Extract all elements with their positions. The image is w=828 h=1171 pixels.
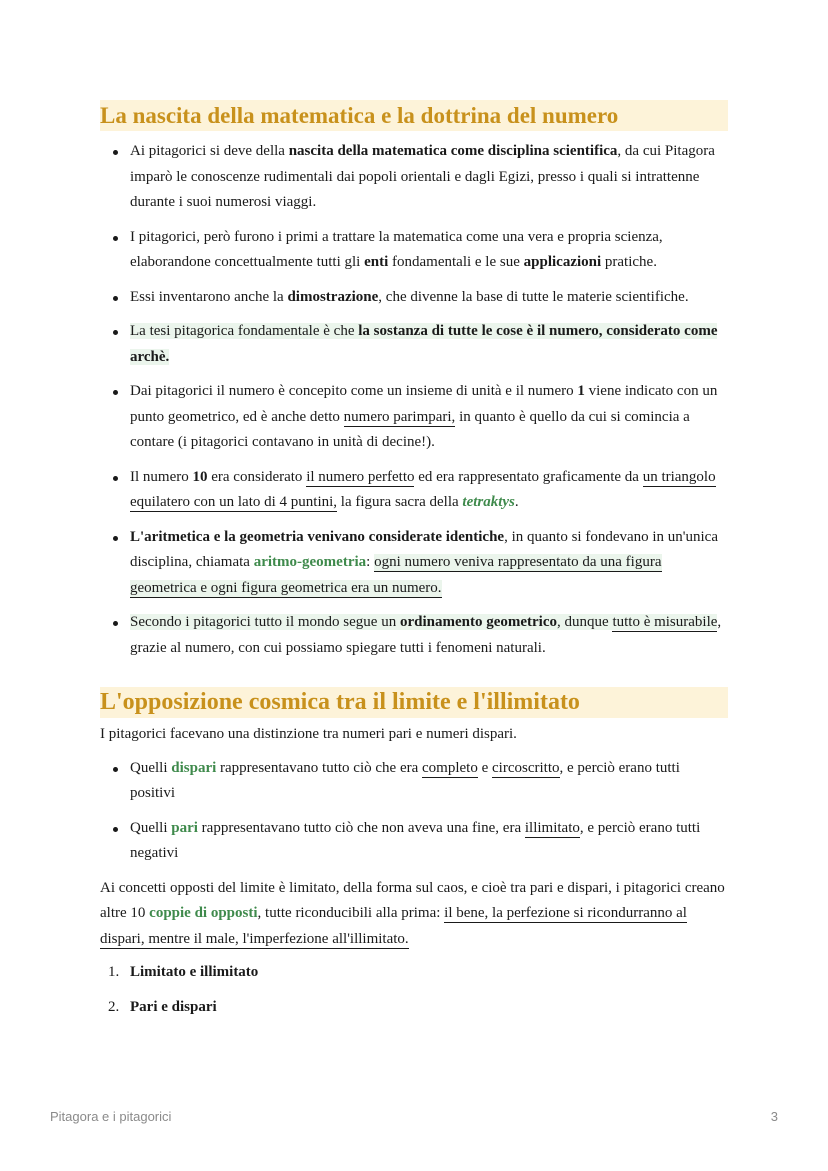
list-item xyxy=(130,139,728,216)
text: e xyxy=(477,759,493,776)
green-bold-text: pari xyxy=(171,819,198,836)
text: , in quanto si fondevano in un'unica disciplina, chiamata xyxy=(130,528,718,570)
underlined-text: numero parimpari, xyxy=(343,408,456,425)
list-item xyxy=(130,816,728,867)
green-bold-text: coppie di opposti xyxy=(149,905,258,921)
bold-text: nascita della matematica come disciplina scientifica xyxy=(288,143,618,159)
text: , grazie al numero, con cui possiamo spiegare tutti i fenomeni naturali. xyxy=(130,614,722,656)
text: Essi inventarono anche la xyxy=(130,288,288,305)
text: , e perciò erano tutti positivi xyxy=(130,759,680,801)
highlighted-text: , dunque xyxy=(557,614,613,630)
list-item xyxy=(130,525,728,602)
footer-title: Pitagora e i pitagorici xyxy=(50,1109,172,1124)
document-page xyxy=(100,100,728,1030)
bold-text: ordinamento geometrico xyxy=(399,614,558,630)
text: pratiche. xyxy=(601,254,657,270)
underlined-highlighted-text: ogni numero veniva rappresentato da una figura geometrica e ogni figura geometrica era un numero. xyxy=(130,554,662,596)
text: Quelli xyxy=(130,759,172,776)
text: Il numero xyxy=(130,468,193,485)
highlighted-text: Secondo i pitagorici tutto il mondo segue un xyxy=(130,614,400,630)
page-footer xyxy=(50,1109,778,1124)
bold-text: la sostanza di tutte le cose è il numero, considerato come archè. xyxy=(130,323,718,365)
underlined-text: il bene, la perfezione si ricondurranno al dispari, mentre il male, l'imperfezione all'illimitato. xyxy=(100,905,687,947)
text: ed era rappresentato graficamente da xyxy=(414,468,643,485)
list-item xyxy=(130,379,728,456)
paragraph xyxy=(100,876,728,953)
list-item xyxy=(130,319,728,370)
text: in quanto è quello da cui si comincia a contare (i pitagorici contavano in unità di decine!). xyxy=(130,408,690,450)
bold-text: applicazioni xyxy=(523,254,602,270)
bullet-list xyxy=(100,139,728,661)
list-item xyxy=(130,225,728,276)
underlined-text: il numero perfetto xyxy=(306,468,415,485)
paragraph: I pitagorici facevano una distinzione tra numeri pari e numeri dispari. xyxy=(100,726,517,742)
text: rappresentavano tutto ciò che era xyxy=(216,759,423,776)
underlined-text: completo xyxy=(422,759,478,776)
item-label: Pari e dispari xyxy=(130,999,217,1015)
item-label: Limitato e illimitato xyxy=(130,964,259,980)
page-number: 3 xyxy=(770,1109,778,1124)
text: , che divenne la base di tutte le materie scientifiche. xyxy=(378,288,689,305)
text: era considerato xyxy=(207,468,307,485)
text: Ai concetti opposti del limite è limitato, della forma sul caos, e cioè tra pari e dispari, i pitagorici creano altre 10 xyxy=(100,879,725,921)
underlined-text: circoscritto xyxy=(492,759,560,776)
text: Ai pitagorici si deve della xyxy=(130,143,289,159)
bold-text: 10 xyxy=(192,468,208,485)
section-heading: L'opposizione cosmica tra il limite e l'illimitato xyxy=(100,687,728,718)
item-number: 1. xyxy=(108,964,120,980)
underlined-text: illimitato xyxy=(524,819,580,836)
text: viene indicato con un punto geometrico, ed è anche detto xyxy=(130,383,718,425)
list-item xyxy=(130,465,728,516)
numbered-item xyxy=(108,960,728,985)
numbered-list xyxy=(100,960,728,1020)
numbered-item xyxy=(108,995,728,1020)
text: : xyxy=(366,554,375,570)
list-item xyxy=(130,610,728,661)
green-bold-text: aritmo-geometria xyxy=(253,554,367,570)
text: , e perciò erano tutti negativi xyxy=(130,819,701,861)
text: fondamentali e le sue xyxy=(388,254,524,270)
green-italic-text: tetraktys xyxy=(462,494,515,510)
bold-text: L'aritmetica e la geometria venivano considerate identiche xyxy=(130,528,505,545)
text: , da cui Pitagora imparò le conoscenze rudimentali dai popoli orientali e dagli Egizi, presso i quali si intrattenne durante i suoi numerosi viaggi. xyxy=(130,143,715,210)
text: . xyxy=(514,494,519,510)
list-item xyxy=(130,285,728,311)
item-number: 2. xyxy=(108,999,120,1015)
bullet-list xyxy=(100,756,728,867)
text: Quelli xyxy=(130,819,172,836)
underlined-text: un triangolo equilatero con un lato di 4 puntini, xyxy=(130,468,716,510)
green-bold-text: dispari xyxy=(171,759,217,776)
section-heading: La nascita della matematica e la dottrina del numero xyxy=(100,100,728,131)
bold-text: enti xyxy=(364,254,389,270)
underlined-text: tutto è misurabile xyxy=(612,614,718,630)
text: I pitagorici, però furono i primi a trattare la matematica come una vera e propria scienza, elaborandone concettualmente tutti gli xyxy=(130,228,663,270)
bold-text: dimostrazione xyxy=(287,288,379,305)
text: la figura sacra della xyxy=(337,494,463,510)
text: Dai pitagorici il numero è concepito come un insieme di unità e il numero xyxy=(130,383,578,399)
text: rappresentavano tutto ciò che non aveva una fine, era xyxy=(197,819,525,836)
highlighted-text: La tesi pitagorica fondamentale è che xyxy=(130,323,359,339)
text: , tutte riconducibili alla prima: xyxy=(257,905,445,921)
bold-text: 1 xyxy=(577,383,585,399)
list-item xyxy=(130,756,728,807)
